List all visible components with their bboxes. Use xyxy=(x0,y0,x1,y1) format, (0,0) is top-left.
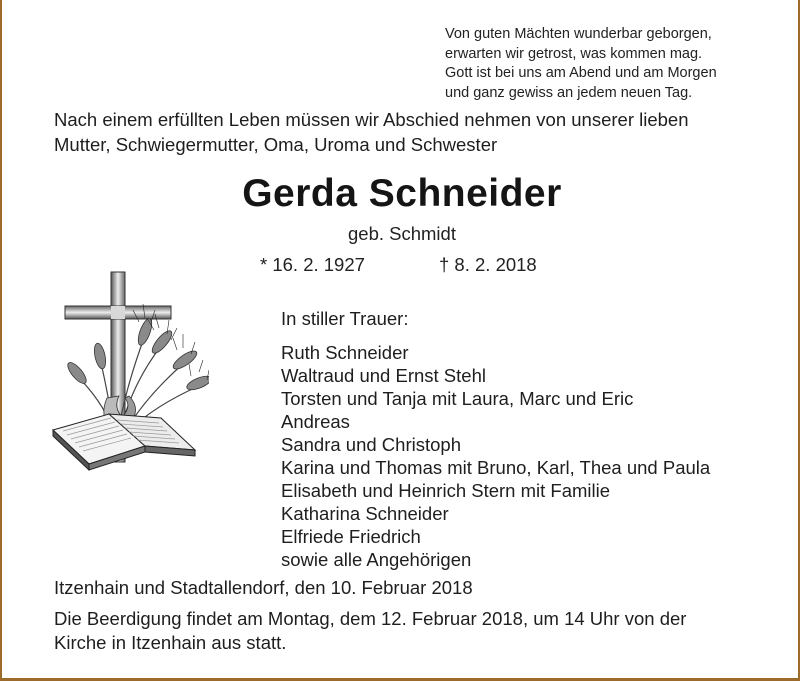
mourner-entry: Sandra und Christoph xyxy=(281,434,461,455)
mourners-heading: In stiller Trauer: xyxy=(281,308,409,329)
verse-line: Gott ist bei uns am Abend und am Morgen xyxy=(445,65,717,81)
cross-wheat-bible-icon xyxy=(49,268,209,478)
intro-text xyxy=(54,107,774,157)
mourner-entry: Waltraud und Ernst Stehl xyxy=(281,365,486,386)
intro-line: Mutter, Schwiegermutter, Oma, Uroma und Schwester xyxy=(54,134,498,155)
mourners-list xyxy=(281,307,710,571)
birth-date: * 16. 2. 1927 xyxy=(260,254,365,275)
mourner-entry: Andreas xyxy=(281,411,350,432)
place-date: Itzenhain und Stadtallendorf, den 10. Februar 2018 xyxy=(54,577,473,598)
mourner-entry: Torsten und Tanja mit Laura, Marc und Eric xyxy=(281,388,634,409)
mourner-entry: sowie alle Angehörigen xyxy=(281,549,472,570)
mourner-entry: Karina und Thomas mit Bruno, Karl, Thea und Paula xyxy=(281,457,711,478)
maiden-name: geb. Schmidt xyxy=(348,223,456,244)
funeral-info xyxy=(54,607,774,655)
mourner-entry: Katharina Schneider xyxy=(281,503,449,524)
death-date: † 8. 2. 2018 xyxy=(439,254,537,275)
funeral-line: Kirche in Itzenhain aus statt. xyxy=(54,632,287,653)
mourner-entry: Elfriede Friedrich xyxy=(281,526,421,547)
deceased-name: Gerda Schneider xyxy=(242,172,562,215)
verse-line: und ganz gewiss an jedem neuen Tag. xyxy=(445,84,693,101)
intro-line: Nach einem erfüllten Leben müssen wir Abschied nehmen von unserer lieben xyxy=(54,109,689,130)
verse-line: Von guten Mächten wunderbar geborgen, xyxy=(445,26,712,42)
mourner-entry: Ruth Schneider xyxy=(281,342,409,363)
funeral-line: Die Beerdigung findet am Montag, dem 12. Februar 2018, um 14 Uhr von der xyxy=(54,608,687,629)
verse-block xyxy=(445,25,785,103)
verse-line: erwarten wir getrost, was kommen mag. xyxy=(445,45,703,62)
mourner-entry: Elisabeth und Heinrich Stern mit Familie xyxy=(281,480,611,501)
